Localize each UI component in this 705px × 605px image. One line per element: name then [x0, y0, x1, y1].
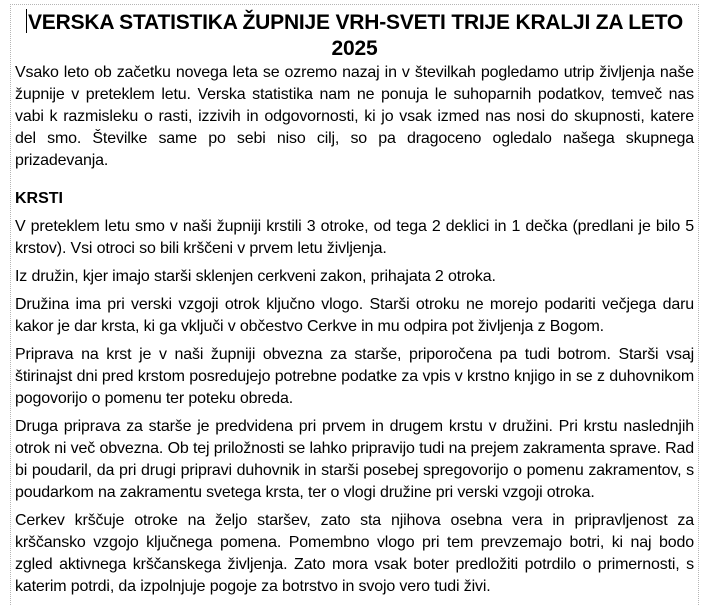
intro-paragraph[interactable]: Vsako leto ob začetku novega leta se ozremo nazaj in v številkah pogledamo utrip življenja naše župnije v preteklem letu. Verska statistika nam ne ponuja le suhoparnih podatkov, temveč nas vabi k razmisleku o rasti, izzivih in odgovornosti, ki jo vsak izmed nas nosi do skupnosti, katere del smo. Številke same po sebi niso cilj, so pa dragoceno ogledalo našega skupnega prizadevanja. — [15, 64, 694, 169]
document-title-text: VERSKA STATISTIKA ŽUPNIJE VRH-SVETI TRIJE KRALJI ZA LETO 2025 — [27, 11, 684, 60]
document-page[interactable] — [10, 4, 699, 605]
paragraph[interactable]: Priprava na krst je v naši župniji obvezna za starše, priporočena pa tudi botrom. Starši vsaj štirinajst dni pred krstom posredujejo potrebne podatke za vpis v krstno knjigo in se z duhovnikom pogovorijo o pomenu ter poteku obreda. — [15, 346, 694, 407]
paragraph[interactable]: Družina ima pri verski vzgoji otrok ključno vlogo. Starši otroku ne morejo podariti večjega daru kakor je dar krsta, ki ga vključi v občestvo Cerkve in mu odpira pot življenja z Bogom. — [15, 296, 694, 335]
text-cursor — [26, 9, 27, 33]
paragraph[interactable]: Cerkev krščuje otroke na željo staršev, zato sta njihova osebna vera in pripravljenost za krščansko vzgojo ključnega pomena. Pomembno vlogo pri tem prevzemajo botri, ki naj bodo zgled aktivnega krščanskega življenja. Zato mora vsak boter predložiti potrdilo o primernosti, s katerim potrdi, da izpolnjuje pogoje za botrstvo in svojo vero tudi živi. — [15, 512, 694, 595]
document-title[interactable] — [15, 9, 694, 62]
paragraph[interactable]: Druga priprava za starše je predvidena pri prvem in drugem krstu v družini. Pri krstu naslednjih otrok ni več obvezna. Ob tej priložnosti se lahko pripravijo tudi na prejem zakramenta sprave. Rad bi poudaril, da pri drugi pripravi duhovnik in starši posebej spregovorijo o pomenu zakramentov, s poudarkom na zakramentu svetega krsta, ter o vlogi družine pri verski vzgoji otroka. — [15, 418, 694, 501]
paragraph[interactable]: Iz družin, kjer imajo starši sklenjen cerkveni zakon, prihajata 2 otroka. — [15, 268, 496, 285]
document-body[interactable] — [15, 9, 694, 604]
paragraph[interactable]: V preteklem letu smo v naši župniji krstili 3 otroke, od tega 2 deklici in 1 dečka (predlani je bilo 5 krstov). Vsi otroci so bili krščeni v prvem letu življenja. — [15, 218, 694, 257]
section-heading[interactable]: KRSTI — [15, 190, 63, 207]
